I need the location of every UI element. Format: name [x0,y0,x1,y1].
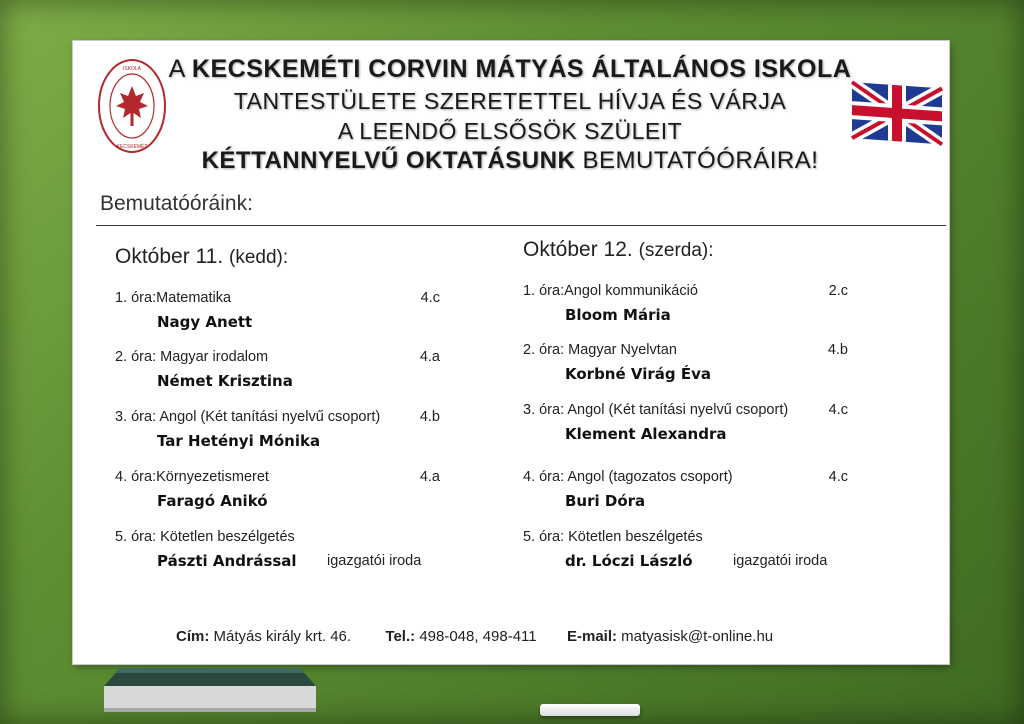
header-line-2: TANTESTÜLETE SZERETETTEL HÍVJA ÉS VÁRJA [233,88,787,114]
lesson-item [523,469,863,510]
eraser-icon [100,664,320,716]
address-label: Cím: [176,628,210,645]
teacher-name: Pászti Andrással [157,552,297,570]
lesson-teacher: Buri Dóra [565,492,646,510]
lesson-room: igazgatói iroda [327,553,422,569]
lesson-subject: Angol (Két tanítási nyelvű csoport) [567,402,789,418]
lesson-item [523,283,863,324]
lesson-item [115,409,455,450]
day1-date: Október 11. [115,245,224,268]
header-rest: BEMUTATÓÓRÁIRA! [582,147,819,174]
lesson-item [115,469,455,510]
lesson-class: 4.b [827,342,848,358]
lesson-period: 4. óra: [115,469,157,485]
contact-footer [176,628,773,645]
lesson-item [115,529,455,570]
chalk-piece [540,704,640,716]
school-crest-icon [96,56,168,156]
lesson-item [523,342,863,383]
teacher-name: dr. Lóczi László [565,552,693,570]
lesson-period: 1. óra: [523,283,565,299]
phone-label: Tel.: [385,628,416,645]
lesson-period: 5. óra: [115,529,157,545]
svg-text:ISKOLA: ISKOLA [122,66,142,72]
lesson-item [115,349,455,390]
lesson-teacher: Korbné Virág Éva [565,365,711,383]
lesson-teacher: Német Krisztina [157,372,293,390]
lesson-teacher: Bloom Mária [565,306,671,324]
day2-weekday: (szerda): [638,240,714,261]
header-prefix: A [168,55,185,83]
lesson-item [523,529,863,570]
lesson-period: 5. óra: [523,529,565,545]
lesson-subject: Angol (tagozatos csoport) [567,469,733,485]
lesson-period: 3. óra: [115,409,157,425]
lesson-teacher [565,552,863,570]
lesson-class: 4.b [419,409,440,425]
lesson-class: 2.c [828,283,848,299]
email-label: E-mail: [566,628,617,645]
lesson-item [115,290,455,331]
day1-column [115,245,455,570]
header-line-3: A LEENDŐ ELSŐSÖK SZÜLEIT [337,118,683,144]
lesson-teacher: Klement Alexandra [565,425,727,443]
lesson-teacher: Faragó Anikó [157,492,268,510]
header-bold-part: KÉTTANNYELVŰ OKTATÁSUNK [201,147,576,174]
union-jack-flag-icon [850,80,946,146]
lesson-class: 4.a [419,469,440,485]
day2-date-heading [523,238,863,262]
lesson-class: 4.c [828,469,848,485]
lesson-class: 4.c [828,402,848,418]
lesson-item [523,402,863,443]
school-name: KECSKEMÉTI CORVIN MÁTYÁS ÁLTALÁNOS ISKOLA [191,55,852,83]
email-link[interactable]: matyasisk@t-online.hu [621,628,774,645]
section-label: Bemutatóóráink: [100,192,253,215]
lesson-period: 3. óra: [523,402,565,418]
lesson-subject: Környezetismeret [156,469,269,485]
lesson-period: 1. óra: [115,290,157,306]
lesson-class: 4.c [420,290,440,306]
day1-weekday: (kedd): [229,247,289,268]
lesson-teacher: Nagy Anett [157,313,253,331]
lesson-subject: Kötetlen beszélgetés [568,529,703,545]
header-line-1 [165,55,855,84]
header-line-4 [165,147,855,175]
svg-text:KECSKEMÉT: KECSKEMÉT [116,144,148,150]
lesson-subject: Magyar irodalom [160,349,269,365]
lesson-subject: Kötetlen beszélgetés [160,529,295,545]
lesson-period: 2. óra: [115,349,157,365]
day2-column [523,238,863,570]
lesson-subject: Matematika [156,290,232,306]
lesson-room: igazgatói iroda [733,553,828,569]
address: Mátyás király krt. 46. [213,628,352,645]
lesson-subject: Angol kommunikáció [564,283,698,299]
lesson-class: 4.a [419,349,440,365]
phone: 498-048, 498-411 [419,628,537,645]
lesson-subject: Magyar Nyelvtan [568,342,677,358]
lesson-teacher [157,552,455,570]
day2-date: Október 12. [523,238,633,261]
divider [96,225,946,226]
lesson-teacher: Tar Hetényi Mónika [157,432,321,450]
lesson-subject: Angol (Két tanítási nyelvű csoport) [159,409,381,425]
lesson-period: 4. óra: [523,469,565,485]
day1-date-heading [115,245,455,269]
lesson-period: 2. óra: [523,342,565,358]
